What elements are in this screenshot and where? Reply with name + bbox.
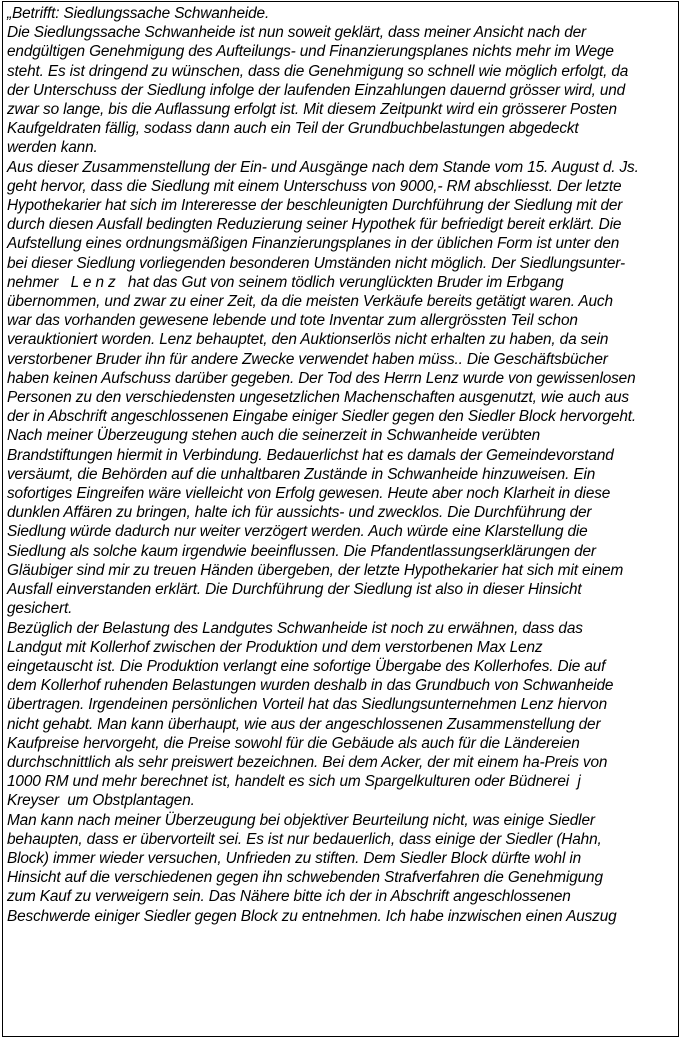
- text-line: Block) immer wieder versuchen, Unfrieden zu stiften. Dem Siedler Block dürfte wohl in: [7, 849, 582, 867]
- text-line: verauktioniert worden. Lenz behauptet, den Auktionserlös nicht erhalten zu haben, da sein: [7, 331, 609, 349]
- document-text: [3, 2, 678, 926]
- text-line: behaupten, dass er übervorteilt sei. Es ist nur bedauerlich, dass einige der Siedler (Hahn,: [7, 830, 602, 848]
- text-line: Kreyser um Obstplantagen.: [7, 792, 195, 810]
- text-line: Aus dieser Zusammenstellung der Ein- und Ausgänge nach dem Stande vom 15. August d. Js.: [7, 158, 639, 176]
- text-line: dem Kollerhof ruhenden Belastungen wurden deshalb in das Grundbuch von Schwanheide: [7, 677, 614, 695]
- text-line: verstorbener Bruder ihn für andere Zwecke verwendet haben müss.. Die Geschäftsbücher: [7, 350, 608, 368]
- text-line: Hypothekarier hat sich im Intereresse der beschleunigten Durchführung der Siedlung mit der: [7, 197, 623, 215]
- text-line: zwar so lange, bis die Auflassung erfolgt ist. Mit diesem Zeitpunkt wird ein grösserer Posten: [7, 101, 617, 119]
- text-line: dunklen Affären zu bringen, halte ich für aussichts- und zwecklos. Die Durchführung der: [7, 504, 592, 522]
- text-line: Die Siedlungssache Schwanheide ist nun soweit geklärt, dass meiner Ansicht nach der: [7, 24, 586, 42]
- text-line: war das vorhanden gewesene lebende und tote Inventar zum allergrössten Teil schon: [7, 312, 578, 330]
- text-line: Man kann nach meiner Überzeugung bei objektiver Beurteilung nicht, was einige Siedler: [7, 811, 595, 829]
- text-line: zum Kauf zu verweigern sein. Das Nähere bitte ich der in Abschrift angeschlossenen: [7, 888, 571, 906]
- text-line: Personen zu den verschiedensten ungesetzlichen Machenschaften ausgenutzt, wie auch aus: [7, 389, 629, 407]
- text-line: Aufstellung eines ordnungsmäßigen Finanzierungsplanes in der üblichen Form ist unter den: [7, 235, 620, 253]
- text-line: eingetauscht ist. Die Produktion verlangt eine sofortige Übergabe des Kollerhofes. Die auf: [7, 657, 606, 675]
- text-line: bei dieser Siedlung vorliegenden besonderen Umständen nicht möglich. Der Siedlungsunter-: [7, 254, 625, 272]
- text-line: nehmer L e n z hat das Gut von seinem tödlich verunglückten Bruder im Erbgang: [7, 273, 564, 291]
- text-line: Nach meiner Überzeugung stehen auch die seinerzeit in Schwanheide verübten: [7, 427, 541, 445]
- text-line: Landgut mit Kollerhof zwischen der Produktion und dem verstorbenen Max Lenz: [7, 638, 543, 656]
- text-line: Siedlung würde dadurch nur weiter verzögert werden. Auch würde eine Klarstellung die: [7, 523, 588, 541]
- text-line: Kaufgeldraten fällig, sodass dann auch ein Teil der Grundbuchbelastungen abgedeckt: [7, 120, 579, 138]
- text-line: werden kann.: [7, 139, 98, 157]
- text-line: Bezüglich der Belastung des Landgutes Schwanheide ist noch zu erwähnen, dass das: [7, 619, 583, 637]
- text-line: übertragen. Irgendeinen persönlichen Vorteil hat das Siedlungsunternehmen Lenz hiervon: [7, 696, 608, 714]
- text-line: Hinsicht auf die verschiedenen gegen ihn schwebenden Strafverfahren die Genehmigung: [7, 869, 603, 887]
- text-line: sofortiges Eingreifen wäre vielleicht von Erfolg gewesen. Heute aber noch Klarheit in diese: [7, 485, 611, 503]
- text-line: gesichert.: [7, 600, 73, 618]
- text-line: durch diesen Ausfall bedingten Reduzierung seiner Hypothek für befriedigt bereit erklärt. Die: [7, 216, 622, 234]
- text-line: Brandstiftungen hiermit in Verbindung. Bedauerlichst hat es damals der Gemeindevorstand: [7, 446, 614, 464]
- text-line: nicht gehabt. Man kann überhaupt, wie aus der angeschlossenen Zusammenstellung der: [7, 715, 601, 733]
- text-line: Ausfall einverstanden erklärt. Die Durchführung der Siedlung ist also in dieser Hinsicht: [7, 581, 582, 599]
- text-line: haben keinen Aufschuss darüber gegeben. Der Tod des Herrn Lenz wurde von gewissenlosen: [7, 369, 636, 387]
- text-line: Beschwerde einiger Siedler gegen Block zu entnehmen. Ich habe inzwischen einen Auszug: [7, 907, 617, 925]
- text-line: übernommen, und zwar zu einer Zeit, da die meisten Verkäufe bereits getätigt waren. Auch: [7, 293, 613, 311]
- text-line: Gläubiger sind mir zu treuen Händen übergeben, der letzte Hypothekarier hat sich mit einem: [7, 561, 624, 579]
- text-line: Siedlung als solche kaum irgendwie beeinflussen. Die Pfandentlassungserklärungen der: [7, 542, 596, 560]
- text-line: der in Abschrift angeschlossenen Eingabe einiger Siedler gegen den Siedler Block hervorgeht.: [7, 408, 637, 426]
- text-line: Kaufpreise hervorgeht, die Preise sowohl für die Gebäude als auch für die Ländereien: [7, 734, 580, 752]
- text-line: endgültigen Genehmigung des Aufteilungs- und Finanzierungsplanes nichts mehr im Wege: [7, 43, 614, 61]
- text-line: 1000 RM und mehr berechnet ist, handelt es sich um Spargelkulturen oder Büdnerei j: [7, 773, 581, 791]
- text-line: steht. Es ist dringend zu wünschen, dass die Genehmigung so schnell wie möglich erfolgt, da: [7, 62, 629, 80]
- text-line: der Unterschuss der Siedlung infolge der laufenden Einzahlungen dauernd grösser wird, und: [7, 81, 626, 99]
- text-line: „Betrifft: Siedlungssache Schwanheide.: [7, 5, 270, 22]
- document-page: [2, 1, 679, 1037]
- text-line: versäumt, die Behörden auf die unhaltbaren Zustände in Schwanheide hinzuweisen. Ein: [7, 465, 596, 483]
- text-line: durchschnittlich als sehr preiswert bezeichnen. Bei dem Acker, der mit einem ha-Preis von: [7, 753, 608, 771]
- text-line: geht hervor, dass die Siedlung mit einem Unterschuss von 9000,- RM abschliesst. Der letzte: [7, 177, 622, 195]
